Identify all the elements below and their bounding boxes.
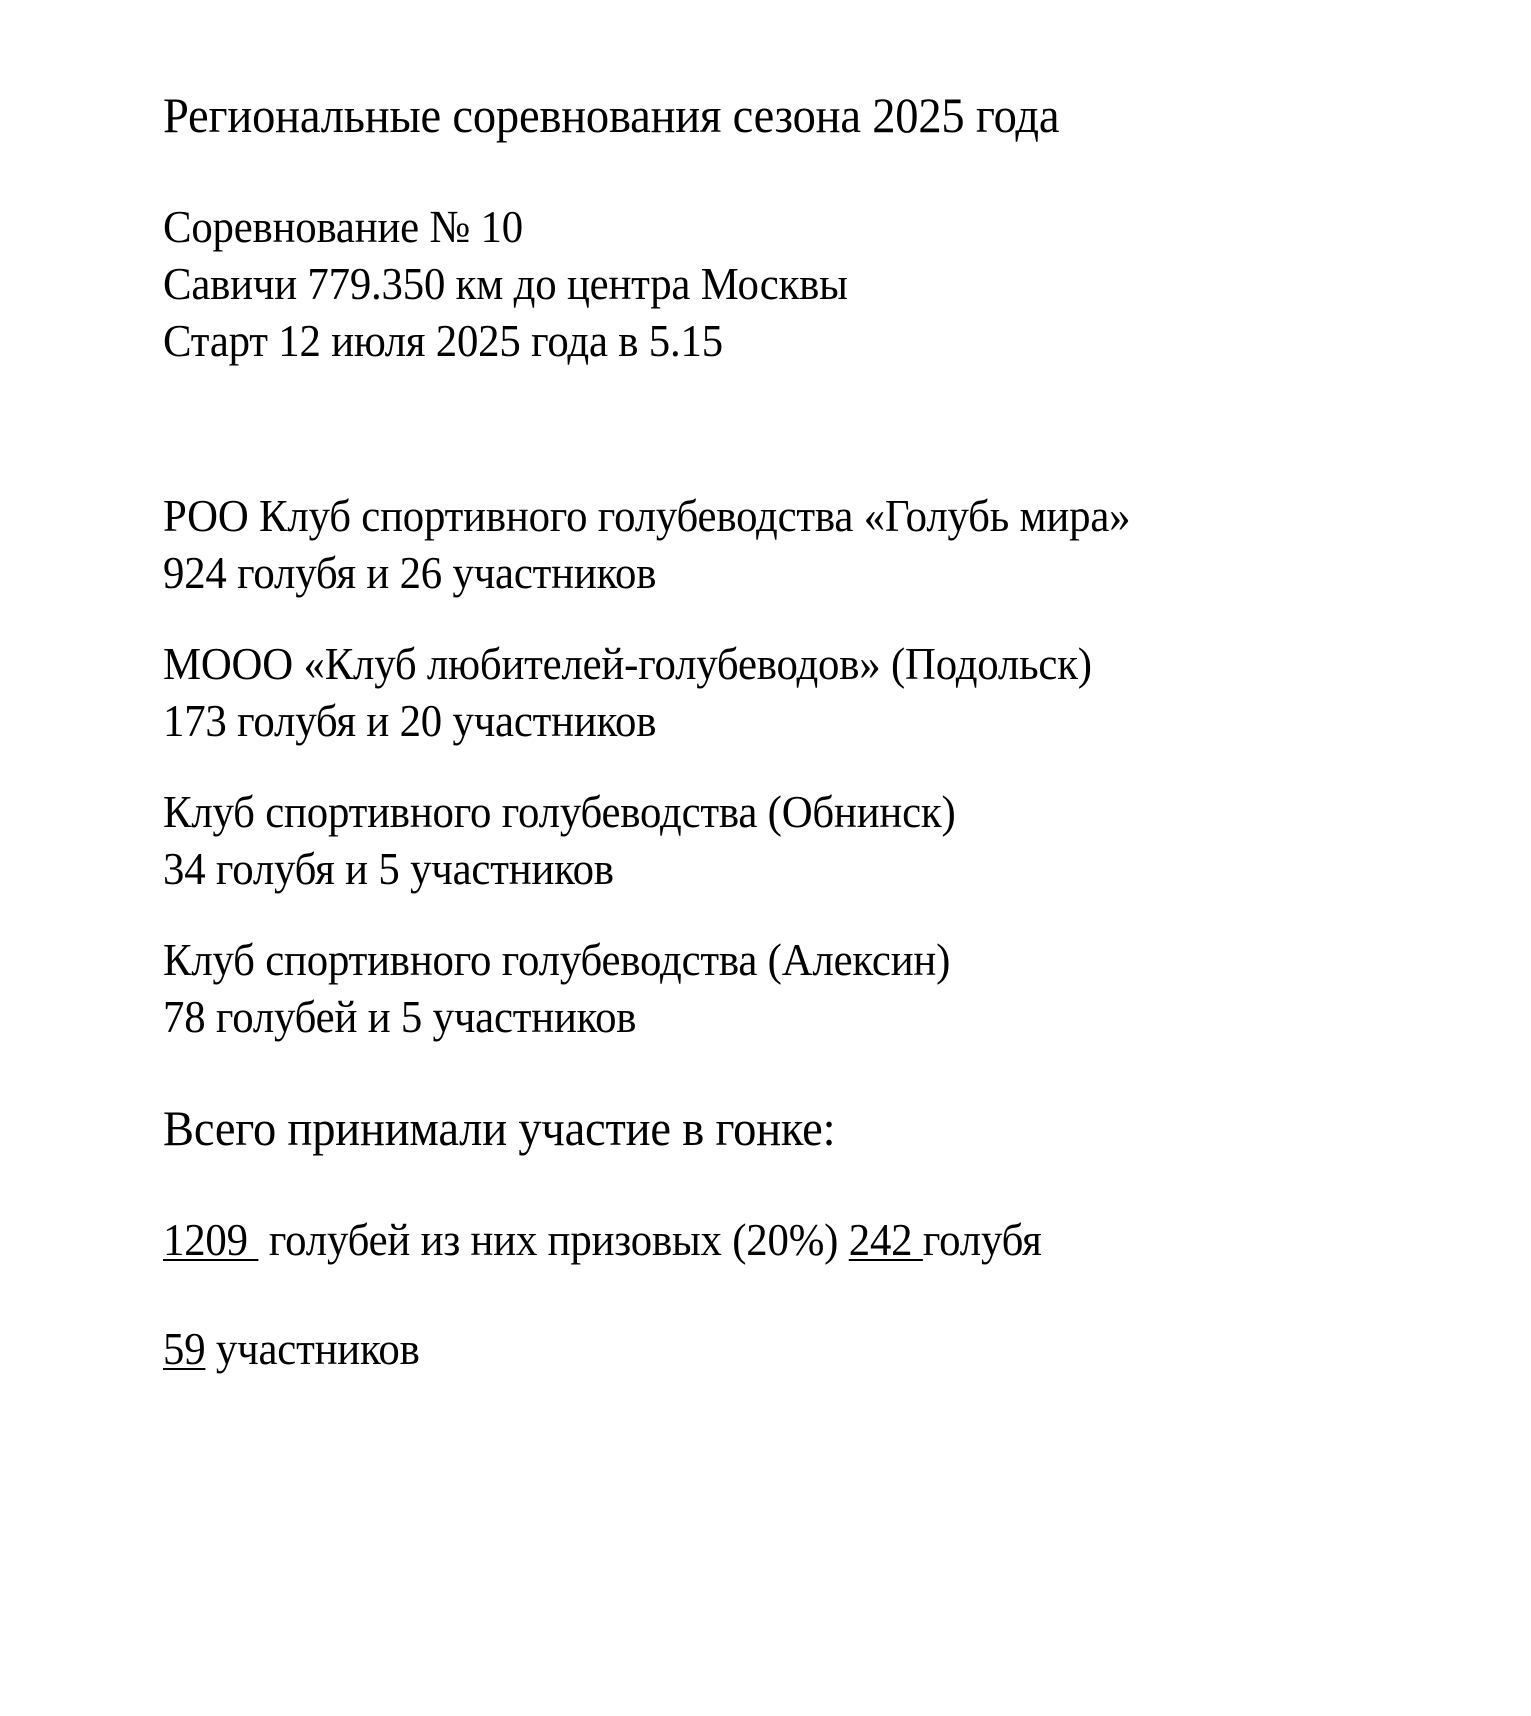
participants-total-value: 59	[163, 1323, 206, 1374]
competition-location: Савичи 779.350 км до центра Москвы	[163, 258, 848, 309]
spacer	[163, 897, 1433, 931]
prize-pigeons-value: 242	[848, 1214, 923, 1265]
competition-number: Соревнование № 10	[163, 201, 524, 252]
summary-participants-line	[163, 1320, 1344, 1377]
club-entry-3	[163, 931, 1433, 1045]
pigeons-total-label: голубей из них призовых (20%)	[258, 1214, 849, 1265]
summary-heading: Всего принимали участие в гонке:	[163, 1100, 836, 1156]
prize-pigeons-label: голубя	[922, 1214, 1042, 1265]
club-counts: 34 голубя и 5 участников	[163, 843, 614, 894]
spacer	[163, 1268, 1433, 1320]
competition-info	[163, 198, 1433, 369]
spacer	[163, 601, 1433, 635]
competition-start: Старт 12 июля 2025 года в 5.15	[163, 315, 723, 366]
spacer	[163, 146, 1433, 198]
club-name: МООО «Клуб любителей-голубеводов» (Подольск)	[163, 638, 1092, 689]
club-name: Клуб спортивного голубеводства (Обнинск)	[163, 786, 956, 837]
spacer	[163, 369, 1433, 487]
page-title: Региональные соревнования сезона 2025 года	[163, 87, 1060, 143]
club-name: Клуб спортивного голубеводства (Алексин)	[163, 934, 951, 985]
document-body	[163, 84, 1433, 1377]
club-entry-1	[163, 635, 1433, 749]
club-entry-2	[163, 783, 1433, 897]
club-counts: 924 голубя и 26 участников	[163, 547, 657, 598]
club-name: РОО Клуб спортивного голубеводства «Голубь мира»	[163, 490, 1131, 541]
spacer	[163, 749, 1433, 783]
club-counts: 78 голубей и 5 участников	[163, 991, 637, 1042]
club-counts: 173 голубя и 20 участников	[163, 695, 657, 746]
spacer	[163, 1045, 1433, 1097]
club-entry-0	[163, 487, 1433, 601]
spacer	[163, 1159, 1433, 1211]
pigeons-total-value: 1209	[163, 1214, 259, 1265]
summary-pigeons-line	[163, 1211, 1344, 1268]
participants-total-label: участников	[205, 1323, 420, 1374]
